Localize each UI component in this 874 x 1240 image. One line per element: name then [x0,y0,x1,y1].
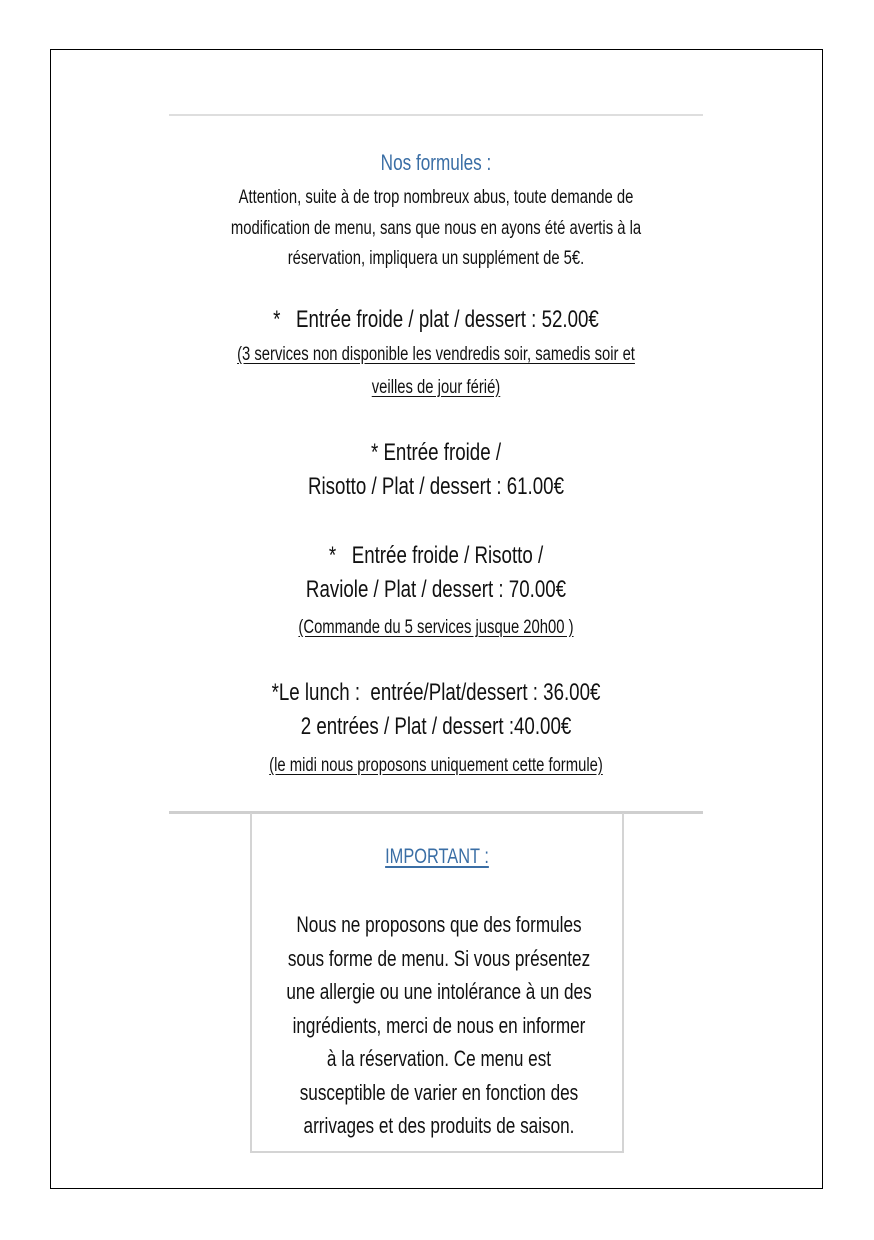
formula-3-note-text: (Commande du 5 services jusque 20h00 ) [298,617,574,638]
formula-3 [169,539,703,607]
important-line: Nous ne proposons que des formules [296,912,582,937]
important-line: une allergie ou une intolérance à un des [286,979,592,1004]
formula-2-line: * Entrée froide / [370,439,502,466]
notice-line: Attention, suite à de trop nombreux abus, toute demande de [238,187,634,208]
important-title [252,845,622,869]
formula-4-note-text: (le midi nous proposons uniquement cette formule) [269,755,603,776]
menu-title-text: Nos formules : [380,150,492,175]
important-line: arrivages et des produits de saison. [303,1113,575,1138]
formula-4-line: 2 entrées / Plat / dessert :40.00€ [300,713,572,740]
formula-3-note [169,611,703,644]
important-line: à la réservation. Ce menu est [326,1046,552,1071]
important-line: susceptible de varier en fonction des [299,1079,579,1105]
formula-3-line: Raviole / Plat / dessert : 70.00€ [305,576,567,603]
notice-line: modification de menu, sans que nous en ayons été avertis à la [230,217,642,239]
important-line: ingrédients, merci de nous en informer [292,1012,586,1038]
formula-4-line: *Le lunch : entrée/Plat/dessert : 36.00€ [271,679,601,706]
menu-title [169,150,703,176]
formula-3-line: * Entrée froide / Risotto / [328,542,544,569]
formula-1-note [169,338,703,404]
important-line: sous forme de menu. Si vous présentez [287,945,591,971]
formula-2-line: Risotto / Plat / dessert : 61.00€ [308,473,564,500]
formula-1-note-line: (3 services non disponible les vendredis soir, samedis soir et [237,344,635,365]
formula-2 [169,436,703,504]
modification-notice [169,183,703,275]
formula-4 [169,676,703,744]
important-box [250,813,624,1153]
formula-1-line: * Entrée froide / plat / dessert : 52.00€ [273,306,599,333]
formula-4-note [169,749,703,782]
top-divider [169,114,703,116]
notice-line: réservation, impliquera un supplément de 5€. [287,248,585,269]
formula-1 [169,303,703,337]
important-title-text: IMPORTANT : [385,845,489,868]
important-text [212,908,666,1143]
formula-1-note-line: veilles de jour férié) [371,377,501,398]
